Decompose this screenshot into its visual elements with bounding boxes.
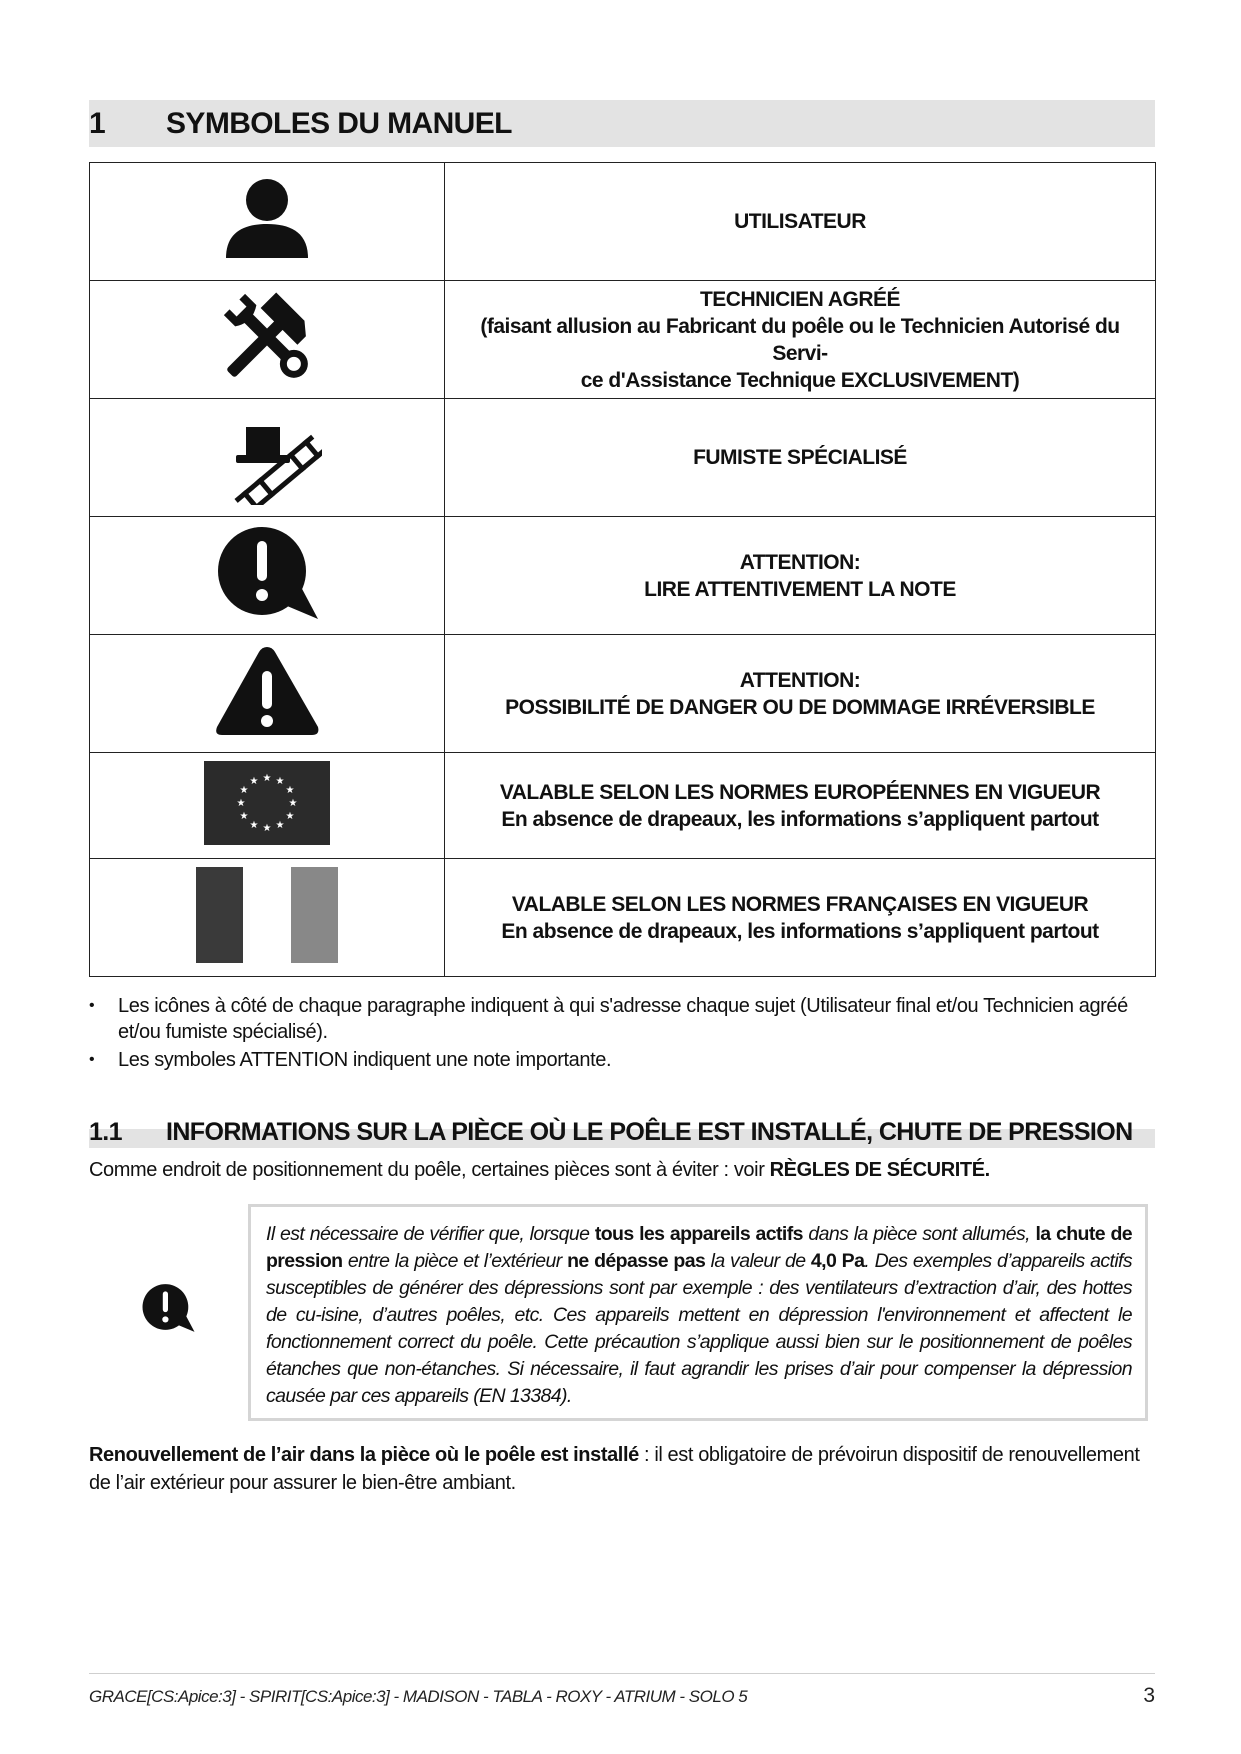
svg-text:★: ★	[275, 820, 285, 831]
symbol-label: VALABLE SELON LES NORMES EUROPÉENNES EN VIGUEUR	[499, 780, 1101, 804]
table-row	[90, 163, 1156, 281]
list-item: • Les symboles ATTENTION indiquent une note importante.	[89, 1047, 1159, 1073]
intro-paragraph: Comme endroit de positionnement du poêle, certaines pièces sont à éviter : voir RÈGLES DE SÉCURITÉ.	[89, 1159, 990, 1181]
svg-text:★: ★	[275, 776, 285, 787]
symbol-label: ATTENTION:	[739, 550, 861, 574]
svg-text:★: ★	[285, 785, 295, 796]
section-number: 1	[89, 107, 106, 140]
notes-list	[89, 993, 1159, 1075]
symbol-label: TECHNICIEN AGRÉÉ	[699, 287, 901, 311]
symbol-label: ATTENTION:	[739, 668, 861, 692]
table-row	[90, 753, 1156, 859]
svg-text:★: ★	[236, 798, 246, 809]
section-1-heading	[89, 100, 1155, 147]
page-number: 3	[1143, 1684, 1155, 1707]
hammer-wrench-icon	[212, 287, 322, 387]
symbol-description: (faisant allusion au Fabricant du poêle ou le Technicien Autorisé du Servi-	[480, 314, 1120, 365]
svg-text:★: ★	[262, 773, 272, 784]
symbol-description: ce d'Assistance Technique EXCLUSIVEMENT)	[580, 368, 1020, 392]
table-row	[90, 399, 1156, 517]
symbol-label: UTILISATEUR	[734, 210, 866, 233]
attention-note-box	[248, 1204, 1148, 1421]
symbols-table	[89, 162, 1156, 977]
svg-text:★: ★	[262, 823, 272, 834]
speech-exclamation-icon	[212, 523, 322, 623]
user-icon	[222, 174, 312, 264]
symbol-description: En absence de drapeaux, les informations s’appliquent partout	[501, 807, 1099, 831]
symbol-label: FUMISTE SPÉCIALISÉ	[693, 446, 907, 469]
symbol-description: POSSIBILITÉ DE DANGER OU DE DOMMAGE IRRÉVERSIBLE	[505, 695, 1095, 719]
air-renewal-paragraph: Renouvellement de l’air dans la pièce où le poêle est installé : il est obligatoire de prévoirun dispositif de renouvellement de l’air extérieur pour assurer le bien-être ambiant.	[89, 1444, 1140, 1494]
eu-flag-icon	[204, 761, 330, 845]
warning-triangle-icon	[212, 641, 322, 741]
section-1-1-heading	[89, 1117, 1155, 1148]
svg-text:★: ★	[249, 776, 259, 787]
symbol-label: VALABLE SELON LES NORMES FRANÇAISES EN VIGUEUR	[511, 892, 1089, 916]
symbol-description: En absence de drapeaux, les informations s’appliquent partout	[501, 919, 1099, 943]
table-row	[90, 517, 1156, 635]
speech-exclamation-icon	[139, 1282, 197, 1334]
svg-text:★: ★	[288, 798, 298, 809]
symbol-description: LIRE ATTENTIVEMENT LA NOTE	[644, 577, 956, 601]
safety-rules-reference: RÈGLES DE SÉCURITÉ.	[769, 1159, 990, 1181]
note-text: Il est nécessaire de vérifier que, lorsque tous les appareils actifs dans la pièce sont allumés, la chute de pression entre la pièce et l’extérieur ne dépasse pas la valeur de 4,0 Pa. Des exemples d’appareils actifs susceptibles de générer des dépressions sont par exemple : des ventilateurs d’extraction d’air, des hottes de cu-isine, d’autres poêles, etc. Ces appareils mettent en dépression l'environnement et affectent le fonctionnement correct du poêle. Cette précaution s’applique aussi bien sur le positionnement de poêles étanches que non-étanches. Si nécessaire, il faut agrandir les prises d’air pour compenser la dépression causée par ces appareils (EN 13384).	[266, 1223, 1133, 1407]
svg-text:★: ★	[239, 785, 249, 796]
chimney-sweep-icon	[212, 405, 322, 505]
table-row	[90, 281, 1156, 399]
section-number: 1.1	[89, 1118, 122, 1146]
section-title: INFORMATIONS SUR LA PIÈCE OÙ LE POÊLE EST INSTALLÉ, CHUTE DE PRESSION	[166, 1118, 1133, 1146]
french-flag-icon	[196, 867, 338, 963]
footer-divider	[89, 1673, 1155, 1674]
list-item: • Les icônes à côté de chaque paragraphe indiquent à qui s'adresse chaque sujet (Utilisateur final et/ou Technicien agréé et/ou fumiste spécialisé).	[89, 993, 1159, 1045]
footer-models: GRACE[CS:Apice:3] - SPIRIT[CS:Apice:3] - MADISON - TABLA - ROXY - ATRIUM - SOLO 5	[89, 1687, 748, 1706]
svg-text:★: ★	[285, 811, 295, 822]
table-row	[90, 859, 1156, 977]
table-row	[90, 635, 1156, 753]
svg-text:★: ★	[239, 811, 249, 822]
section-title: SYMBOLES DU MANUEL	[166, 107, 512, 140]
svg-text:★: ★	[249, 820, 259, 831]
